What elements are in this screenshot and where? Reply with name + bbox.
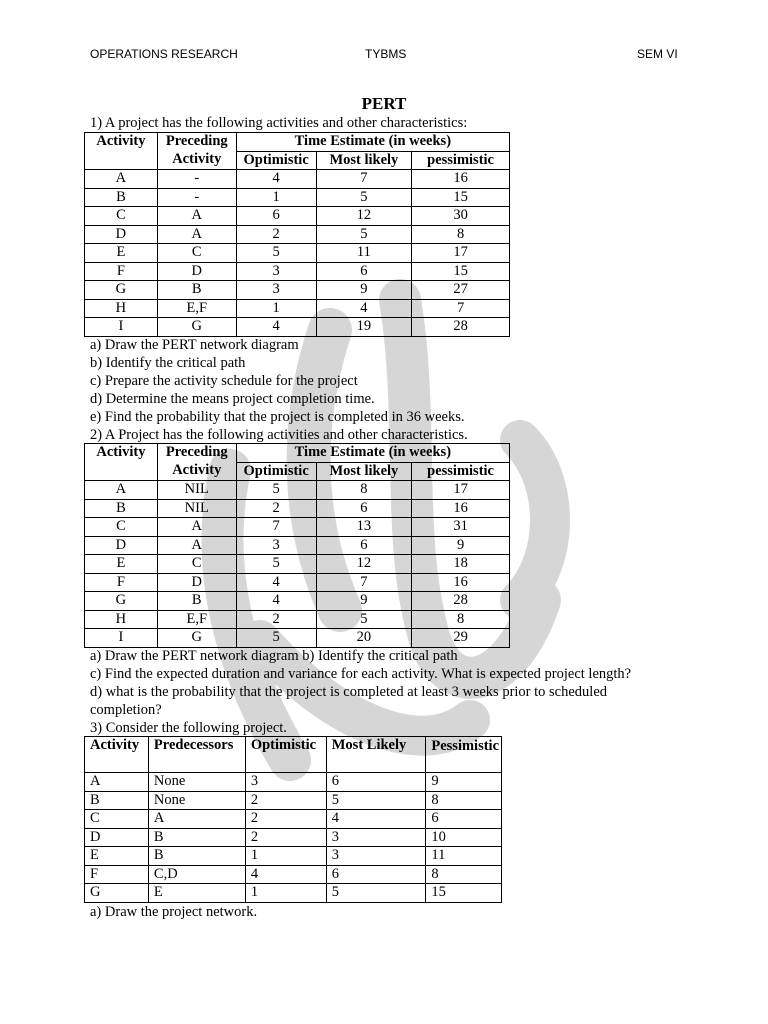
table-cell: 12 [316,207,412,226]
table-cell: 17 [412,244,510,263]
table-cell: 6 [316,536,412,555]
table-cell: D [85,828,149,847]
table-row [85,828,502,847]
table-cell: 6 [326,865,426,884]
table-cell: NIL [157,499,236,518]
table-cell: I [85,318,158,337]
table-cell: A [157,207,236,226]
table-cell: 4 [245,865,326,884]
table-cell: 4 [236,170,316,189]
q1-item-b: b) Identify the critical path [90,355,246,371]
table-cell: 1 [236,188,316,207]
table-cell: 2 [236,499,316,518]
table-cell: C [85,810,149,829]
table-row [85,225,510,244]
table-cell: 16 [412,499,510,518]
q1-table [84,132,510,337]
table-cell: A [85,481,158,500]
table-cell: G [85,281,158,300]
q1-item-c: c) Prepare the activity schedule for the project [90,373,358,389]
table-cell: E,F [157,299,236,318]
table-cell: 6 [316,262,412,281]
q2-col-optimistic: Optimistic [236,462,316,481]
table-cell: 27 [412,281,510,300]
table-cell: 3 [236,536,316,555]
q3-intro: 3) Consider the following project. [90,720,287,736]
q3-col-predecessors: Predecessors [148,737,245,773]
table-cell: 1 [236,299,316,318]
table-cell: 15 [412,188,510,207]
table-cell: 6 [326,773,426,792]
table-cell: 2 [245,828,326,847]
table-cell: A [85,773,149,792]
table-row [85,518,510,537]
table-cell: 3 [326,847,426,866]
table-row [85,499,510,518]
table-cell: 9 [426,773,502,792]
table-cell: 4 [236,573,316,592]
q2-col-pessimistic: pessimistic [412,462,510,481]
table-cell: 2 [236,225,316,244]
table-row [85,884,502,903]
table-row [85,592,510,611]
table-cell: 6 [236,207,316,226]
table-cell: C [157,555,236,574]
table-cell: B [157,281,236,300]
table-cell: 8 [426,865,502,884]
table-cell: None [148,773,245,792]
q2-col-time-estimate: Time Estimate (in weeks) [236,444,509,463]
table-row [85,865,502,884]
table-row [85,847,502,866]
table-cell: B [148,847,245,866]
q1-col-optimistic: Optimistic [236,151,316,170]
table-cell: 30 [412,207,510,226]
table-cell: 3 [236,262,316,281]
table-cell: 9 [316,281,412,300]
q1-intro: 1) A project has the following activities and other characteristics: [90,115,468,131]
header-subject: OPERATIONS RESEARCH [90,47,238,61]
table-cell: 13 [316,518,412,537]
table-cell: 3 [236,281,316,300]
table-cell: 5 [236,244,316,263]
q3-table [84,736,502,903]
table-cell: 1 [245,847,326,866]
table-row [85,810,502,829]
table-cell: 6 [316,499,412,518]
table-cell: B [157,592,236,611]
q2-table [84,443,510,648]
table-cell: 8 [412,225,510,244]
table-cell: C [157,244,236,263]
q1-item-d: d) Determine the means project completion time. [90,391,375,407]
table-cell: D [85,225,158,244]
table-row [85,207,510,226]
page-title: PERT [361,94,407,113]
q1-item-e: e) Find the probability that the project is completed in 36 weeks. [90,409,465,425]
table-cell: D [157,573,236,592]
table-cell: 29 [412,629,510,648]
table-cell: 5 [236,481,316,500]
q3-col-activity: Activity [85,737,149,773]
table-cell: D [85,536,158,555]
table-row [85,281,510,300]
table-cell: 5 [326,791,426,810]
table-cell: 8 [316,481,412,500]
q2-intro: 2) A Project has the following activities and other characteristics. [90,427,468,443]
table-cell: 16 [412,573,510,592]
table-row [85,262,510,281]
table-cell: 31 [412,518,510,537]
table-cell: 3 [245,773,326,792]
table-cell: 4 [236,592,316,611]
table-cell: 15 [426,884,502,903]
q2-col-preceding-2: Activity [157,462,236,481]
table-cell: 5 [316,610,412,629]
table-cell: B [85,791,149,810]
table-cell: NIL [157,481,236,500]
table-cell: 4 [326,810,426,829]
table-cell: F [85,262,158,281]
table-cell: 5 [326,884,426,903]
table-cell: G [157,629,236,648]
table-cell: A [157,536,236,555]
table-cell: 7 [236,518,316,537]
table-cell: None [148,791,245,810]
table-cell: 5 [236,555,316,574]
table-cell: 17 [412,481,510,500]
table-cell: H [85,299,158,318]
table-cell: - [157,188,236,207]
table-cell: E,F [157,610,236,629]
table-row [85,244,510,263]
table-cell: 8 [426,791,502,810]
table-cell: H [85,610,158,629]
table-cell: E [148,884,245,903]
q1-col-activity: Activity [85,133,158,170]
table-cell: 1 [245,884,326,903]
q1-col-preceding-1: Preceding [157,133,236,152]
q1-col-time-estimate: Time Estimate (in weeks) [236,133,509,152]
table-row [85,610,510,629]
table-cell: 2 [236,610,316,629]
table-row [85,170,510,189]
q2-col-most-likely: Most likely [316,462,412,481]
table-row [85,481,510,500]
table-row [85,773,502,792]
table-cell: 3 [326,828,426,847]
table-cell: 9 [412,536,510,555]
q2-item-d-cont: completion? [90,702,162,718]
table-cell: 20 [316,629,412,648]
table-cell: D [157,262,236,281]
table-cell: 16 [412,170,510,189]
q1-col-pessimistic: pessimistic [412,151,510,170]
q2-item-c: c) Find the expected duration and variance for each activity. What is expected project length? [90,666,632,682]
table-cell: 28 [412,592,510,611]
table-cell: E [85,244,158,263]
table-cell: C [85,207,158,226]
table-cell: 4 [316,299,412,318]
table-cell: 11 [426,847,502,866]
table-cell: 10 [426,828,502,847]
table-cell: 8 [412,610,510,629]
table-cell: 5 [316,188,412,207]
table-cell: 5 [316,225,412,244]
q2-item-d: d) what is the probability that the project is completed at least 3 weeks prior to scheduled [90,684,608,700]
q2-col-preceding-1: Preceding [157,444,236,463]
table-cell: - [157,170,236,189]
table-cell: 12 [316,555,412,574]
q1-col-preceding-2: Activity [157,151,236,170]
table-cell: 2 [245,810,326,829]
q2-item-ab: a) Draw the PERT network diagram b) Identify the critical path [90,648,458,664]
q3-col-pessimistic: Pessimistic [426,737,502,773]
table-cell: G [85,592,158,611]
table-cell: 7 [316,170,412,189]
q3-item-a: a) Draw the project network. [90,904,258,920]
table-cell: F [85,865,149,884]
q1-col-most-likely: Most likely [316,151,412,170]
table-cell: A [148,810,245,829]
table-cell: B [85,499,158,518]
header-semester: SEM VI [637,47,678,61]
table-cell: 19 [316,318,412,337]
table-cell: C,D [148,865,245,884]
table-row [85,188,510,207]
q1-item-a: a) Draw the PERT network diagram [90,337,299,353]
table-cell: 2 [245,791,326,810]
table-cell: 6 [426,810,502,829]
table-cell: 5 [236,629,316,648]
header-course: TYBMS [365,47,407,61]
q2-table-body [85,481,510,648]
table-cell: 7 [412,299,510,318]
table-cell: G [85,884,149,903]
table-cell: 7 [316,573,412,592]
table-cell: A [157,518,236,537]
table-cell: C [85,518,158,537]
table-cell: B [85,188,158,207]
table-cell: F [85,573,158,592]
table-cell: A [85,170,158,189]
table-row [85,791,502,810]
table-cell: G [157,318,236,337]
q3-table-body [85,773,502,903]
q3-col-optimistic: Optimistic [245,737,326,773]
table-row [85,318,510,337]
table-cell: 18 [412,555,510,574]
table-row [85,573,510,592]
table-cell: A [157,225,236,244]
table-cell: E [85,847,149,866]
table-row [85,555,510,574]
table-cell: I [85,629,158,648]
table-cell: 11 [316,244,412,263]
table-cell: E [85,555,158,574]
q2-col-activity: Activity [85,444,158,481]
q3-col-most-likely: Most Likely [326,737,426,773]
table-cell: 9 [316,592,412,611]
table-cell: B [148,828,245,847]
table-cell: 15 [412,262,510,281]
table-cell: 28 [412,318,510,337]
table-row [85,629,510,648]
table-row [85,299,510,318]
table-row [85,536,510,555]
table-cell: 4 [236,318,316,337]
q1-table-body [85,170,510,337]
